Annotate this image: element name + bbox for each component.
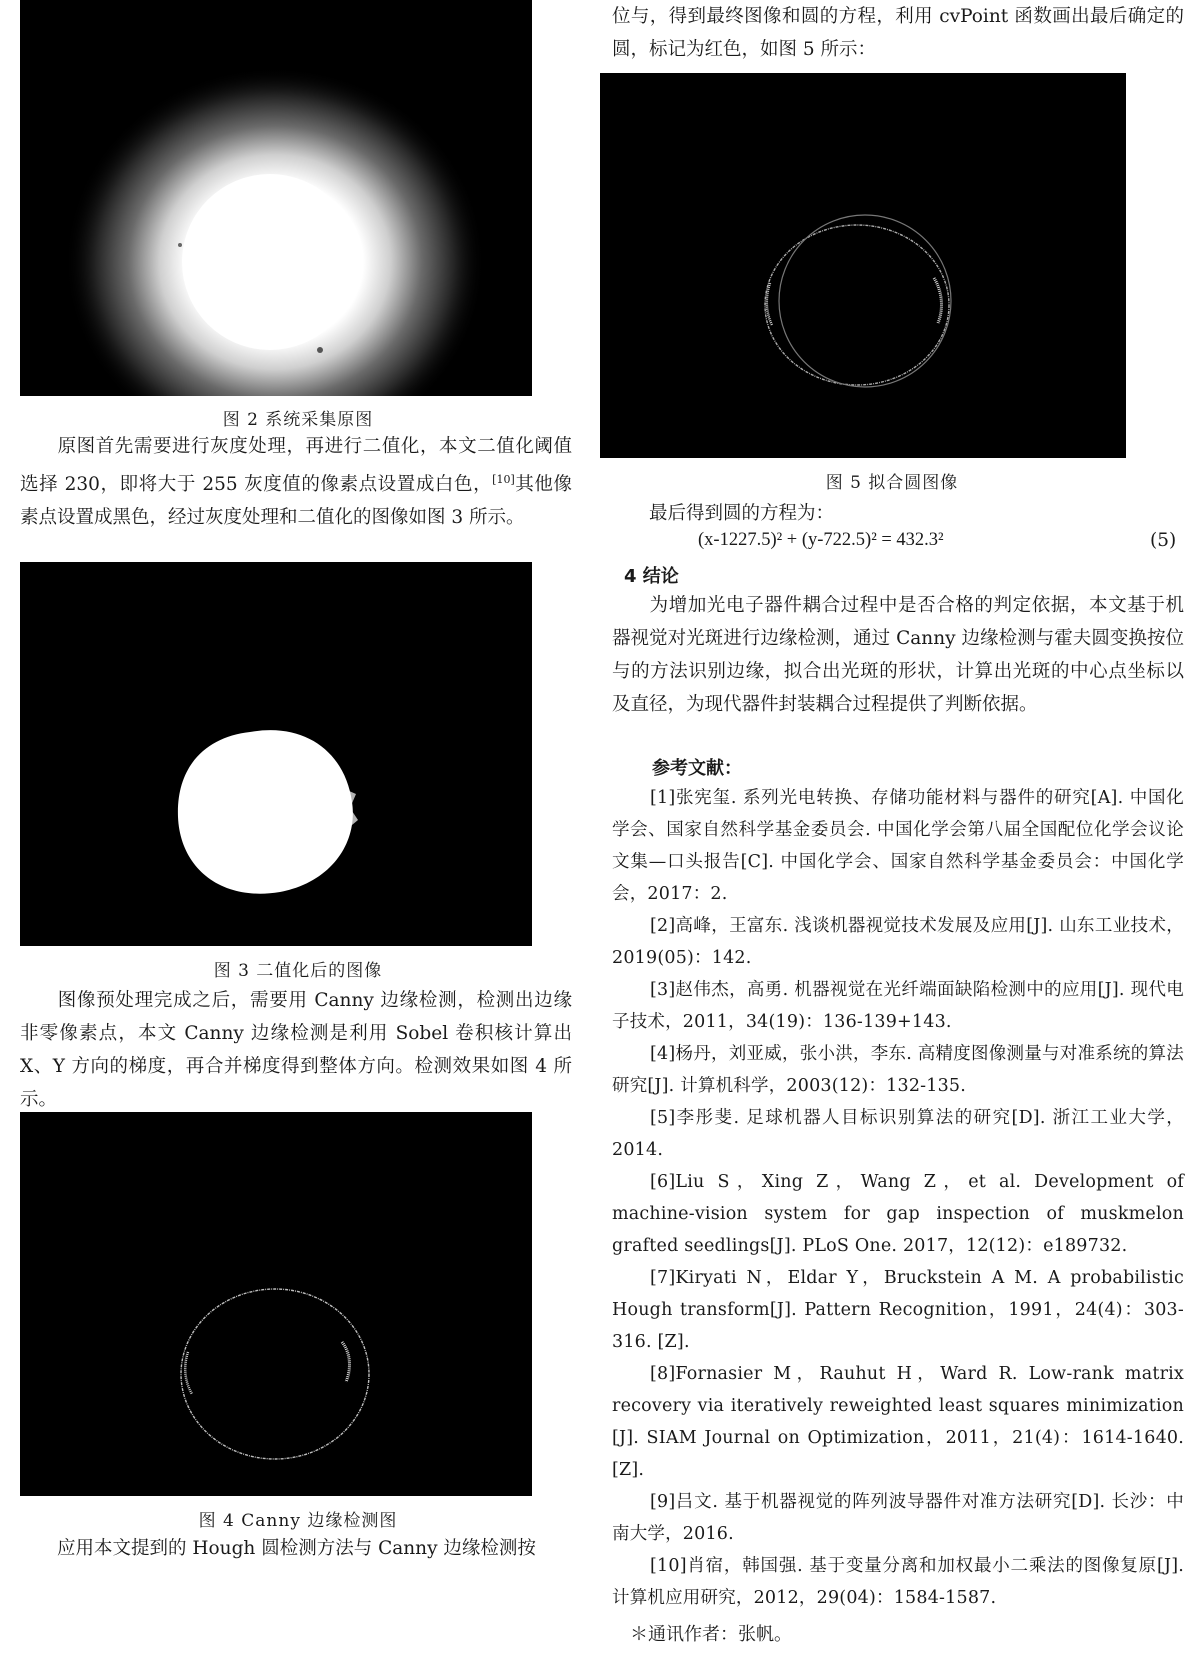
- reference-item: [7]Kiryati N，Eldar Y，Bruckstein A M. A probabilistic Hough transform[J]. Pattern Recognition，1991，24(4)：303-316. [Z].: [612, 1268, 1184, 1352]
- figure-5-caption: 图 5 拟合圆图像: [825, 473, 959, 493]
- circle-equation: (x-1227.5)² + (y-722.5)² = 432.3²: [698, 530, 944, 550]
- reference-item: [8]Fornasier M，Rauhut H，Ward R. Low-rank matrix recovery via iteratively reweighted least squares minimization [J]. SIAM Journal on Optimization，2011，21(4)：1614-1640. [Z].: [612, 1364, 1184, 1480]
- figure-2-raw-image: [20, 0, 532, 396]
- reference-item: [1]张宪玺. 系列光电转换、存储功能材料与器件的研究[A]. 中国化学会、国家自然科学基金委员会. 中国化学会第八届全国配位化学会议论文集—口头报告[C]. 中国化学会、国家自然科学基金委员会：中国化学会，2017：2.: [612, 788, 1184, 904]
- reference-item: [10]肖宿，韩国强. 基于变量分离和加权最小二乘法的图像复原[J]. 计算机应用研究，2012，29(04)：1584-1587.: [612, 1556, 1184, 1608]
- paragraph-hough: 应用本文提到的 Hough 圆检测方法与 Canny 边缘检测按: [57, 1538, 536, 1559]
- reference-item: [5]李彤斐. 足球机器人目标识别算法的研究[D]. 浙江工业大学，2014.: [612, 1108, 1184, 1160]
- figure-3-graphic: [20, 562, 532, 946]
- figure-2-caption: 图 2 系统采集原图: [222, 410, 374, 430]
- figure-2-graphic: [20, 0, 532, 396]
- figure-5-fitted-circle-image: [600, 73, 1126, 458]
- figure-4-canny-image: [20, 1112, 532, 1496]
- figure-3-binarized-image: [20, 562, 532, 946]
- reference-item: [4]杨丹，刘亚威，张小洪，李东. 高精度图像测量与对准系统的算法研究[J]. 计算机科学，2003(12)：132-135.: [612, 1044, 1184, 1096]
- paragraph-figure5-intro: 位与，得到最终图像和圆的方程，利用 cvPoint 函数画出最后确定的圆，标记为红色，如图 5 所示：: [612, 6, 1184, 60]
- citation-10: [10]: [492, 473, 515, 486]
- figure-4-graphic: [20, 1112, 532, 1496]
- equation-number: (5): [1150, 530, 1177, 551]
- figure-4-caption: 图 4 Canny 边缘检测图: [198, 1511, 398, 1531]
- corresponding-author: ＊通讯作者：张帆。: [630, 1624, 792, 1645]
- reference-list: [612, 782, 1184, 1646]
- reference-item: [6]Liu S，Xing Z，Wang Z，et al. Development of machine-vision system for gap inspection of muskmelon grafted seedlings[J]. PLoS One. 2017，12(12)：e189732.: [612, 1172, 1184, 1256]
- reference-item: [2]高峰，王富东. 浅谈机器视觉技术发展及应用[J]. 山东工业技术，2019(05)：142.: [612, 916, 1184, 968]
- section-heading-conclusion: 4 结论: [624, 566, 679, 587]
- reference-item: [9]吕文. 基于机器视觉的阵列波导器件对准方法研究[D]. 长沙：中南大学，2016.: [612, 1492, 1184, 1544]
- paragraph-conclusion: 为增加光电子器件耦合过程中是否合格的判定依据，本文基于机器视觉对光斑进行边缘检测，通过 Canny 边缘检测与霍夫圆变换按位与的方法识别边缘，拟合出光斑的形状，计算出光斑的中心点坐标以及直径，为现代器件封装耦合过程提供了判断依据。: [612, 595, 1184, 715]
- paragraph-canny: 图像预处理完成之后，需要用 Canny 边缘检测，检测出边缘非零像素点，本文 Canny 边缘检测是利用 Sobel 卷积核计算出 X、Y 方向的梯度，再合并梯度得到整体方向。检测效果如图 4 所示。: [20, 990, 572, 1110]
- figure-3-caption: 图 3 二值化后的图像: [213, 961, 383, 981]
- figure-5-graphic: [600, 73, 1126, 458]
- paragraph-binarization: 原图首先需要进行灰度处理，再进行二值化，本文二值化阈值选择 230，即将大于 255 灰度值的像素点设置成白色，[10]其他像素点设置成黑色，经过灰度处理和二值化的图像如图 3 所示。: [20, 436, 572, 529]
- reference-item: [3]赵伟杰，高勇. 机器视觉在光纤端面缺陷检测中的应用[J]. 现代电子技术，2011，34(19)：136-139+143.: [612, 980, 1184, 1032]
- equation-intro: 最后得到圆的方程为：: [649, 503, 835, 524]
- references-heading: 参考文献：: [652, 758, 742, 779]
